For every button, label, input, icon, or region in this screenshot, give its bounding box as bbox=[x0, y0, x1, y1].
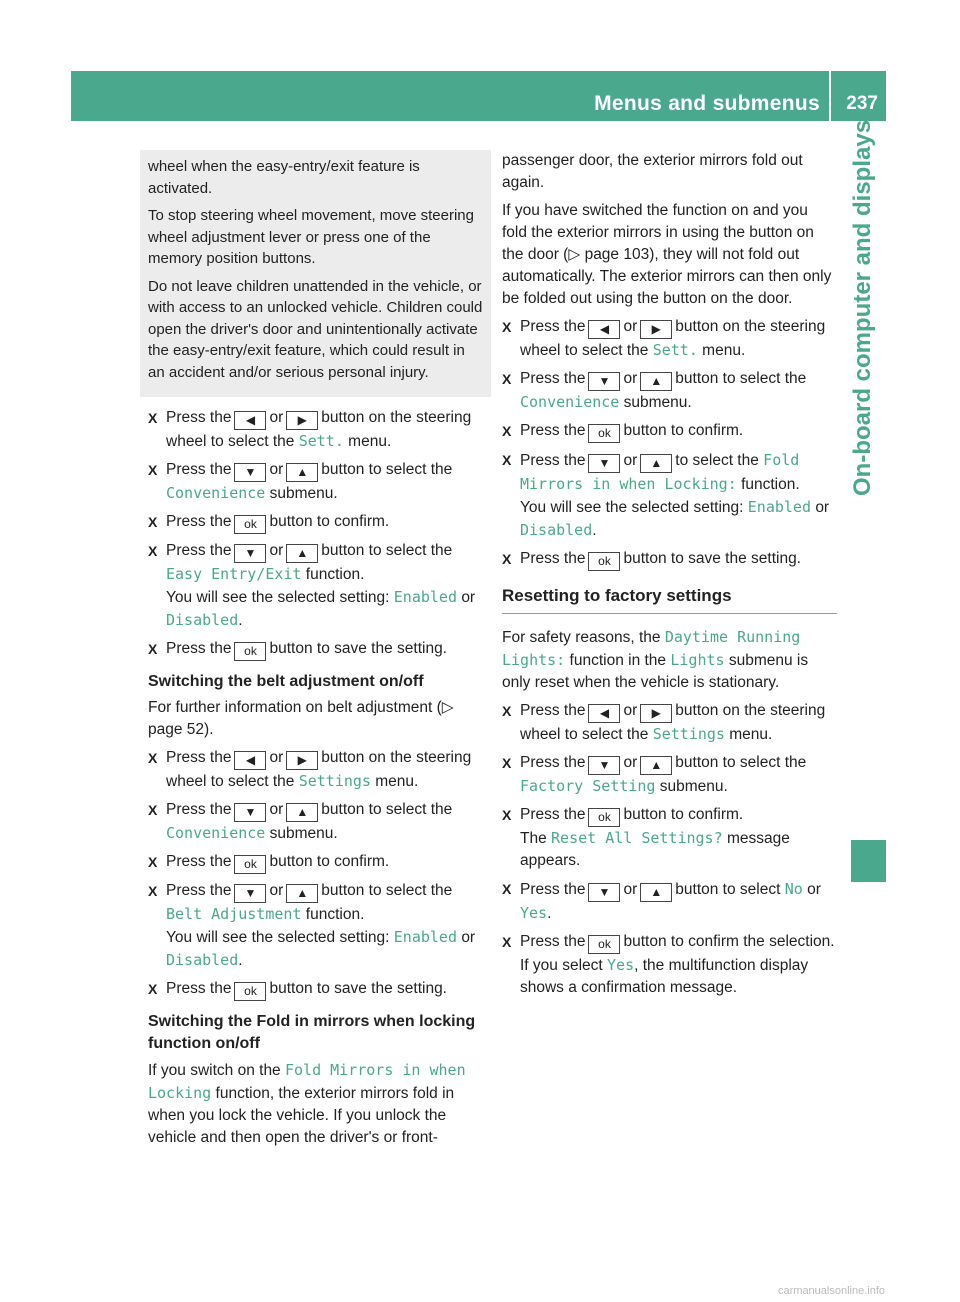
step: X Press the ▼ or ▲ to select the Fold Mirrors in when Locking: function. You will see the selected setting: Enabled or Disabled. bbox=[502, 449, 837, 542]
up-key-icon: ▲ bbox=[286, 544, 318, 563]
up-key-icon: ▲ bbox=[286, 884, 318, 903]
paragraph: passenger door, the exterior mirrors fold out again. bbox=[502, 152, 803, 191]
display-code: Fold Mirrors in when Locking: bbox=[520, 451, 800, 493]
left-key-icon: ◀ bbox=[588, 320, 620, 339]
ok-key-icon: ok bbox=[588, 552, 620, 571]
down-key-icon: ▼ bbox=[588, 883, 620, 902]
left-column bbox=[148, 150, 483, 1155]
warning-text: To stop steering wheel movement, move steering wheel adjustment lever or press one of the memory position buttons. bbox=[148, 207, 474, 267]
section-intro: For further information on belt adjustment (▷ page 52). bbox=[148, 699, 454, 738]
chapter-tab-label: On-board computer and displays bbox=[849, 120, 876, 497]
ok-key-icon: ok bbox=[588, 808, 620, 827]
step: X Press the ◀ or ▶ button on the steering wheel to select the Settings menu. bbox=[148, 747, 483, 793]
display-code: Enabled bbox=[393, 588, 457, 606]
display-code: Yes bbox=[520, 904, 548, 922]
step: X Press the ▼ or ▲ button to select the Convenience submenu. bbox=[148, 459, 483, 505]
warning-box bbox=[140, 150, 491, 397]
up-key-icon: ▲ bbox=[640, 883, 672, 902]
up-key-icon: ▲ bbox=[640, 372, 672, 391]
down-key-icon: ▼ bbox=[234, 544, 266, 563]
footer-watermark: carmanualsonline.info bbox=[778, 1285, 886, 1297]
up-key-icon: ▲ bbox=[286, 803, 318, 822]
down-key-icon: ▼ bbox=[234, 803, 266, 822]
section-heading: Switching the Fold in mirrors when locking function on/off bbox=[148, 1013, 476, 1052]
ok-key-icon: ok bbox=[588, 935, 620, 954]
step: X Press the ok button to confirm. bbox=[502, 420, 837, 443]
ok-key-icon: ok bbox=[234, 642, 266, 661]
step: X Press the ▼ or ▲ button to select the Easy Entry/Exit function. You will see the selected setting: Enabled or Disabled. bbox=[148, 540, 483, 632]
section-intro: For safety reasons, the Daytime Running Lights: function in the Lights submenu is only reset when the vehicle is stationary. bbox=[502, 628, 809, 691]
display-code: Reset All Settings? bbox=[551, 829, 723, 847]
up-key-icon: ▲ bbox=[286, 463, 318, 482]
display-code: Fold Mirrors in when Locking bbox=[148, 1061, 466, 1102]
left-key-icon: ◀ bbox=[588, 704, 620, 723]
ok-key-icon: ok bbox=[588, 424, 620, 443]
display-code: Convenience bbox=[520, 393, 620, 411]
right-key-icon: ▶ bbox=[286, 751, 318, 770]
right-column bbox=[502, 150, 837, 1005]
right-key-icon: ▶ bbox=[640, 320, 672, 339]
left-key-icon: ◀ bbox=[234, 411, 266, 430]
display-code: Convenience bbox=[166, 824, 266, 842]
step: X Press the ok button to confirm the selection. If you select Yes, the multifunction display shows a confirmation message. bbox=[502, 931, 837, 999]
page-number: 237 bbox=[846, 93, 878, 114]
warning-text: Do not leave children unattended in the vehicle, or with access to an unlocked vehicle. Children could open the driver's door and unintentionally activate the easy-entry/exit feature, which could result in an accident and/or serious personal injury. bbox=[148, 277, 483, 381]
up-key-icon: ▲ bbox=[640, 756, 672, 775]
display-code: Yes bbox=[607, 956, 635, 974]
display-code: Lights bbox=[670, 651, 725, 669]
step: X Press the ok button to confirm. bbox=[148, 511, 483, 534]
up-key-icon: ▲ bbox=[640, 454, 672, 473]
step: X Press the ok button to confirm. bbox=[148, 851, 483, 874]
header-divider bbox=[829, 71, 831, 121]
section-intro: If you switch on the Fold Mirrors in when Locking function, the exterior mirrors fold in when you lock the vehicle. If you unlock the vehicle and then open the driver's or front- bbox=[148, 1061, 466, 1146]
ok-key-icon: ok bbox=[234, 515, 266, 534]
section-heading: Switching the belt adjustment on/off bbox=[148, 673, 424, 690]
display-code: Belt Adjustment bbox=[166, 905, 302, 923]
display-code: Enabled bbox=[747, 498, 811, 516]
down-key-icon: ▼ bbox=[234, 463, 266, 482]
right-key-icon: ▶ bbox=[286, 411, 318, 430]
display-code: Convenience bbox=[166, 484, 266, 502]
step: X Press the ok button to confirm. The Reset All Settings? message appears. bbox=[502, 804, 837, 872]
step: X Press the ▼ or ▲ button to select the Convenience submenu. bbox=[148, 799, 483, 845]
down-key-icon: ▼ bbox=[588, 454, 620, 473]
ok-key-icon: ok bbox=[234, 855, 266, 874]
display-code: Settings bbox=[298, 772, 371, 790]
section-title: Menus and submenus bbox=[594, 92, 820, 115]
step: X Press the ok button to save the setting. bbox=[148, 978, 483, 1001]
right-key-icon: ▶ bbox=[640, 704, 672, 723]
step: X Press the ok button to save the setting. bbox=[502, 548, 837, 571]
display-code: Disabled bbox=[166, 951, 239, 969]
step: X Press the ◀ or ▶ button on the steering wheel to select the Sett. menu. bbox=[148, 407, 483, 453]
chapter-tab-marker bbox=[851, 840, 886, 882]
display-code: Enabled bbox=[393, 928, 457, 946]
ok-key-icon: ok bbox=[234, 982, 266, 1001]
paragraph: If you have switched the function on and you fold the exterior mirrors in using the button on the door (▷ page 103), they will not fold out automatically. The exterior mirrors can then only be folded out using the button on the door. bbox=[502, 202, 832, 307]
down-key-icon: ▼ bbox=[234, 884, 266, 903]
display-code: Easy Entry/Exit bbox=[166, 565, 302, 583]
step: X Press the ▼ or ▲ button to select the Factory Setting submenu. bbox=[502, 752, 837, 798]
step: X Press the ◀ or ▶ button on the steering wheel to select the Settings menu. bbox=[502, 700, 837, 746]
down-key-icon: ▼ bbox=[588, 756, 620, 775]
display-code: Disabled bbox=[166, 611, 239, 629]
step: X Press the ok button to save the setting. bbox=[148, 638, 483, 661]
step: X Press the ▼ or ▲ button to select the Belt Adjustment function. You will see the selected setting: Enabled or Disabled. bbox=[148, 880, 483, 972]
step: X Press the ◀ or ▶ button on the steering wheel to select the Sett. menu. bbox=[502, 316, 837, 362]
display-code: Disabled bbox=[520, 521, 593, 539]
display-code: No bbox=[784, 880, 803, 898]
step: X Press the ▼ or ▲ button to select No or Yes. bbox=[502, 878, 837, 925]
header-bar bbox=[71, 71, 886, 121]
step: X Press the ▼ or ▲ button to select the Convenience submenu. bbox=[502, 368, 837, 414]
section-heading: Resetting to factory settings bbox=[502, 585, 837, 614]
left-key-icon: ◀ bbox=[234, 751, 266, 770]
down-key-icon: ▼ bbox=[588, 372, 620, 391]
warning-text: wheel when the easy-entry/exit feature is activated. bbox=[148, 158, 420, 197]
display-code: Sett. bbox=[652, 341, 698, 359]
display-code: Factory Setting bbox=[520, 777, 656, 795]
display-code: Settings bbox=[652, 725, 725, 743]
display-code: Daytime Running Lights: bbox=[502, 628, 801, 669]
display-code: Sett. bbox=[298, 432, 344, 450]
